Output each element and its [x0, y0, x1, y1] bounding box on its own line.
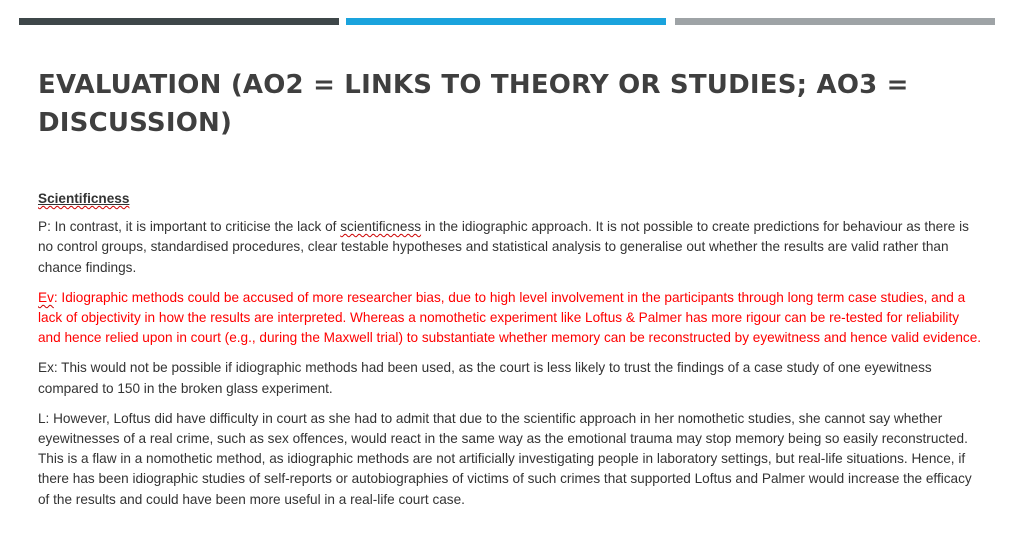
header-bar-right — [675, 18, 995, 25]
slide-title: EVALUATION (AO2 = LINKS TO THEORY OR STUDIES; AO3 = DISCUSSION) — [38, 70, 909, 138]
header-bar-middle — [346, 18, 666, 25]
point-text-before: : In contrast, it is important to criticise the lack of — [47, 219, 341, 235]
section-heading — [38, 189, 982, 209]
point-prefix: P — [38, 219, 48, 235]
evidence-prefix: Ev — [38, 289, 54, 305]
explanation-paragraph: Ex: This would not be possible if idiographic methods had been used, as the court is less likely to trust the findings of a case study of one eyewitness compared to 150 in the broken glass experiment. — [38, 360, 932, 396]
slide-body — [38, 189, 982, 520]
section-heading-text: Scientificness — [38, 191, 130, 206]
point-highlight-word: scientificness — [340, 219, 422, 235]
point-text-after: in the idiographic approach. It is not possible to create predictions for behaviour as there is no control groups, standardised procedures, clear testable hypotheses and statistical analysis to generalise out whether the results are valid rather than chance findings. — [38, 219, 969, 275]
point-paragraph — [38, 217, 982, 278]
header-bar-left — [19, 18, 339, 25]
link-paragraph: L: However, Loftus did have difficulty in court as she had to admit that due to the scientific approach in her nomothetic studies, she cannot say whether eyewitnesses of a real crime, such as sex offences, would react in the same way as the emotional trauma may stop memory being so easily reconstructed. This is a flaw in a nomothetic method, as idiographic methods are not artificially investigating people in laboratory settings, but real-life situations. Hence, if there has been idiographic studies of self-reports or autobiographies of victims of such crimes that supported Loftus and Palmer would increase the efficacy of the results and could have been more useful in a real-life court case. — [38, 410, 972, 507]
evidence-paragraph — [38, 288, 982, 349]
evidence-text: : Idiographic methods could be accused of more researcher bias, due to high level involvement in the participants through long term case studies, and a lack of objectivity in how the results are interpreted. Whereas a nomothetic experiment like Loftus & Palmer has more rigour can be re-tested for reliability and hence relied upon in court (e.g., during the Maxwell trial) to substantiate whether memory can be reconstructed by eyewitness and hence valid evidence. — [38, 289, 982, 346]
